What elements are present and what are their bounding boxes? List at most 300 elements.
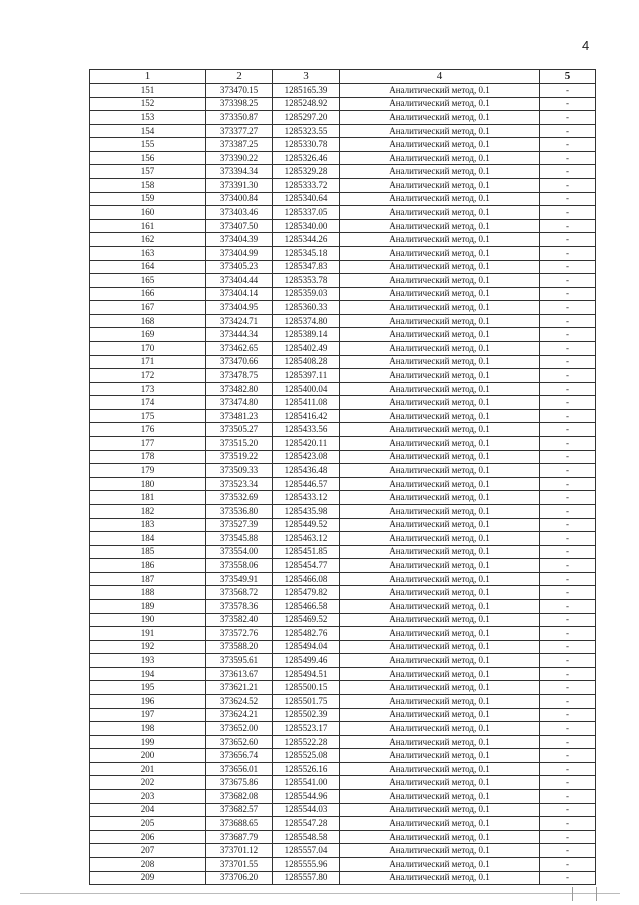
point-number-cell: 206 xyxy=(90,830,206,844)
method-cell: Аналитический метод, 0.1 xyxy=(340,776,540,790)
note-cell: - xyxy=(540,803,596,817)
point-number-cell: 166 xyxy=(90,287,206,301)
table-row xyxy=(90,206,596,220)
x-coordinate-cell: 373536.80 xyxy=(206,504,273,518)
y-coordinate-cell: 1285482.76 xyxy=(273,627,340,641)
method-cell: Аналитический метод, 0.1 xyxy=(340,382,540,396)
point-number-cell: 172 xyxy=(90,369,206,383)
point-number-cell: 154 xyxy=(90,124,206,138)
table-row xyxy=(90,545,596,559)
note-cell: - xyxy=(540,776,596,790)
y-coordinate-cell: 1285547.28 xyxy=(273,817,340,831)
table-row xyxy=(90,382,596,396)
point-number-cell: 177 xyxy=(90,437,206,451)
note-cell: - xyxy=(540,708,596,722)
method-cell: Аналитический метод, 0.1 xyxy=(340,613,540,627)
table-row xyxy=(90,504,596,518)
note-cell: - xyxy=(540,437,596,451)
note-cell: - xyxy=(540,314,596,328)
footer-tick-mark xyxy=(596,887,597,901)
table-row xyxy=(90,735,596,749)
table-row xyxy=(90,559,596,573)
x-coordinate-cell: 373387.25 xyxy=(206,138,273,152)
method-cell: Аналитический метод, 0.1 xyxy=(340,111,540,125)
point-number-cell: 208 xyxy=(90,857,206,871)
note-cell: - xyxy=(540,206,596,220)
table-row xyxy=(90,369,596,383)
point-number-cell: 159 xyxy=(90,192,206,206)
note-cell: - xyxy=(540,328,596,342)
x-coordinate-cell: 373403.46 xyxy=(206,206,273,220)
note-cell: - xyxy=(540,192,596,206)
method-cell: Аналитический метод, 0.1 xyxy=(340,260,540,274)
table-row xyxy=(90,396,596,410)
method-cell: Аналитический метод, 0.1 xyxy=(340,640,540,654)
y-coordinate-cell: 1285436.48 xyxy=(273,464,340,478)
y-coordinate-cell: 1285463.12 xyxy=(273,532,340,546)
point-number-cell: 153 xyxy=(90,111,206,125)
point-number-cell: 184 xyxy=(90,532,206,546)
note-cell: - xyxy=(540,518,596,532)
method-cell: Аналитический метод, 0.1 xyxy=(340,464,540,478)
point-number-cell: 205 xyxy=(90,817,206,831)
note-cell: - xyxy=(540,790,596,804)
y-coordinate-cell: 1285344.26 xyxy=(273,233,340,247)
y-coordinate-cell: 1285433.56 xyxy=(273,423,340,437)
method-cell: Аналитический метод, 0.1 xyxy=(340,369,540,383)
y-coordinate-cell: 1285435.98 xyxy=(273,504,340,518)
x-coordinate-cell: 373549.91 xyxy=(206,572,273,586)
note-cell: - xyxy=(540,871,596,885)
note-cell: - xyxy=(540,532,596,546)
table-row xyxy=(90,586,596,600)
point-number-cell: 182 xyxy=(90,504,206,518)
point-number-cell: 179 xyxy=(90,464,206,478)
method-cell: Аналитический метод, 0.1 xyxy=(340,84,540,98)
x-coordinate-cell: 373400.84 xyxy=(206,192,273,206)
point-number-cell: 169 xyxy=(90,328,206,342)
note-cell: - xyxy=(540,654,596,668)
table-row xyxy=(90,803,596,817)
x-coordinate-cell: 373656.01 xyxy=(206,762,273,776)
y-coordinate-cell: 1285248.92 xyxy=(273,97,340,111)
table-row xyxy=(90,450,596,464)
point-number-cell: 171 xyxy=(90,355,206,369)
point-number-cell: 198 xyxy=(90,722,206,736)
point-number-cell: 207 xyxy=(90,844,206,858)
table-row xyxy=(90,613,596,627)
table-row xyxy=(90,857,596,871)
note-cell: - xyxy=(540,179,596,193)
y-coordinate-cell: 1285494.04 xyxy=(273,640,340,654)
note-cell: - xyxy=(540,396,596,410)
method-cell: Аналитический метод, 0.1 xyxy=(340,138,540,152)
note-cell: - xyxy=(540,287,596,301)
method-cell: Аналитический метод, 0.1 xyxy=(340,790,540,804)
y-coordinate-cell: 1285525.08 xyxy=(273,749,340,763)
table-row xyxy=(90,274,596,288)
y-coordinate-cell: 1285326.46 xyxy=(273,151,340,165)
x-coordinate-cell: 373688.65 xyxy=(206,817,273,831)
x-coordinate-cell: 373701.55 xyxy=(206,857,273,871)
table-row xyxy=(90,355,596,369)
method-cell: Аналитический метод, 0.1 xyxy=(340,559,540,573)
method-cell: Аналитический метод, 0.1 xyxy=(340,532,540,546)
method-cell: Аналитический метод, 0.1 xyxy=(340,165,540,179)
note-cell: - xyxy=(540,545,596,559)
point-number-cell: 199 xyxy=(90,735,206,749)
table-row xyxy=(90,97,596,111)
note-cell: - xyxy=(540,613,596,627)
point-number-cell: 191 xyxy=(90,627,206,641)
x-coordinate-cell: 373394.34 xyxy=(206,165,273,179)
method-cell: Аналитический метод, 0.1 xyxy=(340,708,540,722)
note-cell: - xyxy=(540,151,596,165)
method-cell: Аналитический метод, 0.1 xyxy=(340,477,540,491)
point-number-cell: 160 xyxy=(90,206,206,220)
method-cell: Аналитический метод, 0.1 xyxy=(340,396,540,410)
y-coordinate-cell: 1285359.03 xyxy=(273,287,340,301)
y-coordinate-cell: 1285454.77 xyxy=(273,559,340,573)
point-number-cell: 151 xyxy=(90,84,206,98)
table-row xyxy=(90,491,596,505)
note-cell: - xyxy=(540,857,596,871)
x-coordinate-cell: 373523.34 xyxy=(206,477,273,491)
y-coordinate-cell: 1285541.00 xyxy=(273,776,340,790)
table-row xyxy=(90,437,596,451)
table-row xyxy=(90,124,596,138)
method-cell: Аналитический метод, 0.1 xyxy=(340,572,540,586)
table-row xyxy=(90,722,596,736)
x-coordinate-cell: 373462.65 xyxy=(206,341,273,355)
note-cell: - xyxy=(540,260,596,274)
y-coordinate-cell: 1285297.20 xyxy=(273,111,340,125)
y-coordinate-cell: 1285408.28 xyxy=(273,355,340,369)
table-row xyxy=(90,532,596,546)
y-coordinate-cell: 1285494.51 xyxy=(273,667,340,681)
note-cell: - xyxy=(540,274,596,288)
x-coordinate-cell: 373407.50 xyxy=(206,219,273,233)
x-coordinate-cell: 373505.27 xyxy=(206,423,273,437)
table-row xyxy=(90,314,596,328)
note-cell: - xyxy=(540,586,596,600)
x-coordinate-cell: 373515.20 xyxy=(206,437,273,451)
method-cell: Аналитический метод, 0.1 xyxy=(340,586,540,600)
x-coordinate-cell: 373481.23 xyxy=(206,409,273,423)
point-number-cell: 156 xyxy=(90,151,206,165)
table-row xyxy=(90,749,596,763)
method-cell: Аналитический метод, 0.1 xyxy=(340,844,540,858)
footer-divider xyxy=(20,893,620,894)
table-row xyxy=(90,830,596,844)
table-body xyxy=(90,84,596,885)
x-coordinate-cell: 373682.08 xyxy=(206,790,273,804)
y-coordinate-cell: 1285360.33 xyxy=(273,301,340,315)
x-coordinate-cell: 373675.86 xyxy=(206,776,273,790)
x-coordinate-cell: 373595.61 xyxy=(206,654,273,668)
method-cell: Аналитический метод, 0.1 xyxy=(340,749,540,763)
footer-tick-mark xyxy=(572,887,573,901)
note-cell: - xyxy=(540,246,596,260)
note-cell: - xyxy=(540,124,596,138)
x-coordinate-cell: 373391.30 xyxy=(206,179,273,193)
table-row xyxy=(90,640,596,654)
table-row xyxy=(90,246,596,260)
x-coordinate-cell: 373687.79 xyxy=(206,830,273,844)
method-cell: Аналитический метод, 0.1 xyxy=(340,246,540,260)
table-row xyxy=(90,627,596,641)
table-row xyxy=(90,518,596,532)
point-number-cell: 189 xyxy=(90,599,206,613)
y-coordinate-cell: 1285479.82 xyxy=(273,586,340,600)
method-cell: Аналитический метод, 0.1 xyxy=(340,355,540,369)
y-coordinate-cell: 1285555.96 xyxy=(273,857,340,871)
point-number-cell: 180 xyxy=(90,477,206,491)
table-row xyxy=(90,138,596,152)
method-cell: Аналитический метод, 0.1 xyxy=(340,301,540,315)
method-cell: Аналитический метод, 0.1 xyxy=(340,328,540,342)
note-cell: - xyxy=(540,423,596,437)
point-number-cell: 155 xyxy=(90,138,206,152)
point-number-cell: 162 xyxy=(90,233,206,247)
note-cell: - xyxy=(540,504,596,518)
point-number-cell: 193 xyxy=(90,654,206,668)
y-coordinate-cell: 1285423.08 xyxy=(273,450,340,464)
note-cell: - xyxy=(540,722,596,736)
point-number-cell: 192 xyxy=(90,640,206,654)
point-number-cell: 195 xyxy=(90,681,206,695)
table-row xyxy=(90,179,596,193)
table-row xyxy=(90,287,596,301)
table-row xyxy=(90,681,596,695)
table-row xyxy=(90,844,596,858)
method-cell: Аналитический метод, 0.1 xyxy=(340,817,540,831)
page-number: 4 xyxy=(582,38,590,53)
y-coordinate-cell: 1285548.58 xyxy=(273,830,340,844)
x-coordinate-cell: 373405.23 xyxy=(206,260,273,274)
method-cell: Аналитический метод, 0.1 xyxy=(340,667,540,681)
y-coordinate-cell: 1285469.52 xyxy=(273,613,340,627)
x-coordinate-cell: 373404.99 xyxy=(206,246,273,260)
method-cell: Аналитический метод, 0.1 xyxy=(340,314,540,328)
method-cell: Аналитический метод, 0.1 xyxy=(340,518,540,532)
method-cell: Аналитический метод, 0.1 xyxy=(340,545,540,559)
x-coordinate-cell: 373554.00 xyxy=(206,545,273,559)
note-cell: - xyxy=(540,830,596,844)
y-coordinate-cell: 1285433.12 xyxy=(273,491,340,505)
point-number-cell: 175 xyxy=(90,409,206,423)
table-row xyxy=(90,341,596,355)
y-coordinate-cell: 1285449.52 xyxy=(273,518,340,532)
table-row xyxy=(90,817,596,831)
note-cell: - xyxy=(540,301,596,315)
point-number-cell: 200 xyxy=(90,749,206,763)
x-coordinate-cell: 373474.80 xyxy=(206,396,273,410)
x-coordinate-cell: 373588.20 xyxy=(206,640,273,654)
y-coordinate-cell: 1285353.78 xyxy=(273,274,340,288)
note-cell: - xyxy=(540,572,596,586)
note-cell: - xyxy=(540,491,596,505)
method-cell: Аналитический метод, 0.1 xyxy=(340,437,540,451)
table-row xyxy=(90,111,596,125)
note-cell: - xyxy=(540,165,596,179)
table-row xyxy=(90,233,596,247)
x-coordinate-cell: 373350.87 xyxy=(206,111,273,125)
point-number-cell: 194 xyxy=(90,667,206,681)
method-cell: Аналитический метод, 0.1 xyxy=(340,124,540,138)
y-coordinate-cell: 1285451.85 xyxy=(273,545,340,559)
note-cell: - xyxy=(540,97,596,111)
point-number-cell: 174 xyxy=(90,396,206,410)
table-row xyxy=(90,654,596,668)
method-cell: Аналитический метод, 0.1 xyxy=(340,762,540,776)
header-row xyxy=(90,70,596,84)
x-coordinate-cell: 373613.67 xyxy=(206,667,273,681)
note-cell: - xyxy=(540,695,596,709)
point-number-cell: 185 xyxy=(90,545,206,559)
y-coordinate-cell: 1285323.55 xyxy=(273,124,340,138)
table-row xyxy=(90,477,596,491)
point-number-cell: 202 xyxy=(90,776,206,790)
x-coordinate-cell: 373390.22 xyxy=(206,151,273,165)
x-coordinate-cell: 373470.15 xyxy=(206,84,273,98)
y-coordinate-cell: 1285420.11 xyxy=(273,437,340,451)
y-coordinate-cell: 1285466.58 xyxy=(273,599,340,613)
x-coordinate-cell: 373377.27 xyxy=(206,124,273,138)
method-cell: Аналитический метод, 0.1 xyxy=(340,450,540,464)
y-coordinate-cell: 1285526.16 xyxy=(273,762,340,776)
point-number-cell: 176 xyxy=(90,423,206,437)
point-number-cell: 152 xyxy=(90,97,206,111)
table-row xyxy=(90,572,596,586)
table-row xyxy=(90,165,596,179)
y-coordinate-cell: 1285333.72 xyxy=(273,179,340,193)
point-number-cell: 183 xyxy=(90,518,206,532)
note-cell: - xyxy=(540,138,596,152)
y-coordinate-cell: 1285411.08 xyxy=(273,396,340,410)
y-coordinate-cell: 1285499.46 xyxy=(273,654,340,668)
point-number-cell: 178 xyxy=(90,450,206,464)
table-row xyxy=(90,776,596,790)
x-coordinate-cell: 373482.80 xyxy=(206,382,273,396)
note-cell: - xyxy=(540,409,596,423)
y-coordinate-cell: 1285374.80 xyxy=(273,314,340,328)
method-cell: Аналитический метод, 0.1 xyxy=(340,681,540,695)
y-coordinate-cell: 1285340.64 xyxy=(273,192,340,206)
method-cell: Аналитический метод, 0.1 xyxy=(340,151,540,165)
method-cell: Аналитический метод, 0.1 xyxy=(340,233,540,247)
method-cell: Аналитический метод, 0.1 xyxy=(340,654,540,668)
note-cell: - xyxy=(540,84,596,98)
x-coordinate-cell: 373424.71 xyxy=(206,314,273,328)
note-cell: - xyxy=(540,681,596,695)
x-coordinate-cell: 373532.69 xyxy=(206,491,273,505)
table-row xyxy=(90,260,596,274)
method-cell: Аналитический метод, 0.1 xyxy=(340,97,540,111)
coordinates-table xyxy=(89,69,596,885)
x-coordinate-cell: 373568.72 xyxy=(206,586,273,600)
x-coordinate-cell: 373624.52 xyxy=(206,695,273,709)
x-coordinate-cell: 373656.74 xyxy=(206,749,273,763)
y-coordinate-cell: 1285522.28 xyxy=(273,735,340,749)
table-row xyxy=(90,328,596,342)
note-cell: - xyxy=(540,355,596,369)
note-cell: - xyxy=(540,735,596,749)
point-number-cell: 163 xyxy=(90,246,206,260)
method-cell: Аналитический метод, 0.1 xyxy=(340,857,540,871)
table-row xyxy=(90,151,596,165)
point-number-cell: 170 xyxy=(90,341,206,355)
method-cell: Аналитический метод, 0.1 xyxy=(340,423,540,437)
y-coordinate-cell: 1285389.14 xyxy=(273,328,340,342)
y-coordinate-cell: 1285502.39 xyxy=(273,708,340,722)
table-row xyxy=(90,790,596,804)
y-coordinate-cell: 1285337.05 xyxy=(273,206,340,220)
header-col-4: 4 xyxy=(340,70,540,84)
point-number-cell: 158 xyxy=(90,179,206,193)
y-coordinate-cell: 1285446.57 xyxy=(273,477,340,491)
point-number-cell: 188 xyxy=(90,586,206,600)
x-coordinate-cell: 373398.25 xyxy=(206,97,273,111)
table-row xyxy=(90,695,596,709)
method-cell: Аналитический метод, 0.1 xyxy=(340,274,540,288)
y-coordinate-cell: 1285329.28 xyxy=(273,165,340,179)
method-cell: Аналитический метод, 0.1 xyxy=(340,735,540,749)
header-col-3: 3 xyxy=(273,70,340,84)
table-row xyxy=(90,871,596,885)
x-coordinate-cell: 373519.22 xyxy=(206,450,273,464)
note-cell: - xyxy=(540,477,596,491)
point-number-cell: 204 xyxy=(90,803,206,817)
point-number-cell: 168 xyxy=(90,314,206,328)
y-coordinate-cell: 1285165.39 xyxy=(273,84,340,98)
point-number-cell: 157 xyxy=(90,165,206,179)
x-coordinate-cell: 373545.88 xyxy=(206,532,273,546)
x-coordinate-cell: 373582.40 xyxy=(206,613,273,627)
table-row xyxy=(90,84,596,98)
method-cell: Аналитический метод, 0.1 xyxy=(340,192,540,206)
method-cell: Аналитический метод, 0.1 xyxy=(340,871,540,885)
point-number-cell: 190 xyxy=(90,613,206,627)
y-coordinate-cell: 1285557.80 xyxy=(273,871,340,885)
point-number-cell: 209 xyxy=(90,871,206,885)
method-cell: Аналитический метод, 0.1 xyxy=(340,599,540,613)
method-cell: Аналитический метод, 0.1 xyxy=(340,341,540,355)
x-coordinate-cell: 373470.66 xyxy=(206,355,273,369)
y-coordinate-cell: 1285340.00 xyxy=(273,219,340,233)
y-coordinate-cell: 1285402.49 xyxy=(273,341,340,355)
header-col-5: 5 xyxy=(540,70,596,84)
x-coordinate-cell: 373404.14 xyxy=(206,287,273,301)
table-header xyxy=(90,70,596,84)
x-coordinate-cell: 373558.06 xyxy=(206,559,273,573)
y-coordinate-cell: 1285345.18 xyxy=(273,246,340,260)
note-cell: - xyxy=(540,640,596,654)
note-cell: - xyxy=(540,762,596,776)
y-coordinate-cell: 1285544.03 xyxy=(273,803,340,817)
x-coordinate-cell: 373509.33 xyxy=(206,464,273,478)
method-cell: Аналитический метод, 0.1 xyxy=(340,695,540,709)
x-coordinate-cell: 373404.95 xyxy=(206,301,273,315)
method-cell: Аналитический метод, 0.1 xyxy=(340,830,540,844)
x-coordinate-cell: 373621.21 xyxy=(206,681,273,695)
method-cell: Аналитический метод, 0.1 xyxy=(340,179,540,193)
note-cell: - xyxy=(540,667,596,681)
y-coordinate-cell: 1285523.17 xyxy=(273,722,340,736)
point-number-cell: 201 xyxy=(90,762,206,776)
x-coordinate-cell: 373652.60 xyxy=(206,735,273,749)
point-number-cell: 165 xyxy=(90,274,206,288)
